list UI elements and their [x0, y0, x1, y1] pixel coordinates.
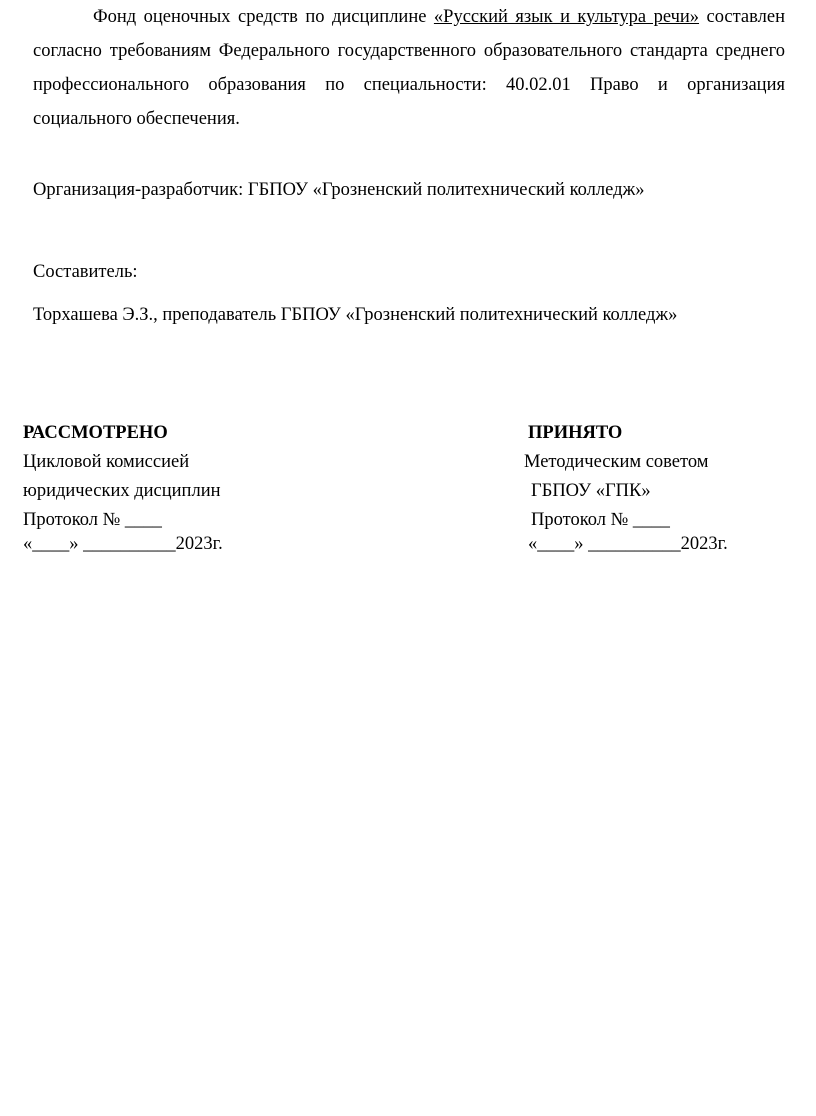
intro-prefix: Фонд оценочных средств по дисциплине: [93, 7, 434, 27]
reviewed-line-1: Цикловой комиссией: [23, 452, 190, 472]
reviewed-date: «____» __________2023г.: [23, 534, 223, 554]
intro-rest: составлен согласно требованиям Федерального государственного образовательного стандарта среднего профессионального образования по специальности: 40.02.01 Право и организация социального обеспечения.: [33, 7, 785, 129]
compiler-line: Торхашева Э.З., преподаватель ГБПОУ «Грозненский политехнический колледж»: [33, 305, 678, 325]
accepted-line-1: Методическим советом: [524, 452, 709, 472]
reviewed-line-2: юридических дисциплин: [23, 481, 221, 501]
developer-line: Организация-разработчик: ГБПОУ «Грозненский политехнический колледж»: [33, 180, 645, 200]
accepted-title: ПРИНЯТО: [528, 423, 623, 443]
intro-paragraph: [33, 0, 785, 136]
discipline-name: «Русский язык и культура речи»: [433, 7, 700, 27]
reviewed-protocol: Протокол № ____: [23, 510, 162, 530]
accepted-date: «____» __________2023г.: [528, 534, 728, 554]
reviewed-title: РАССМОТРЕНО: [23, 423, 168, 443]
accepted-line-2: ГБПОУ «ГПК»: [531, 481, 651, 501]
compiler-label: Составитель:: [33, 262, 138, 282]
accepted-protocol: Протокол № ____: [531, 510, 670, 530]
